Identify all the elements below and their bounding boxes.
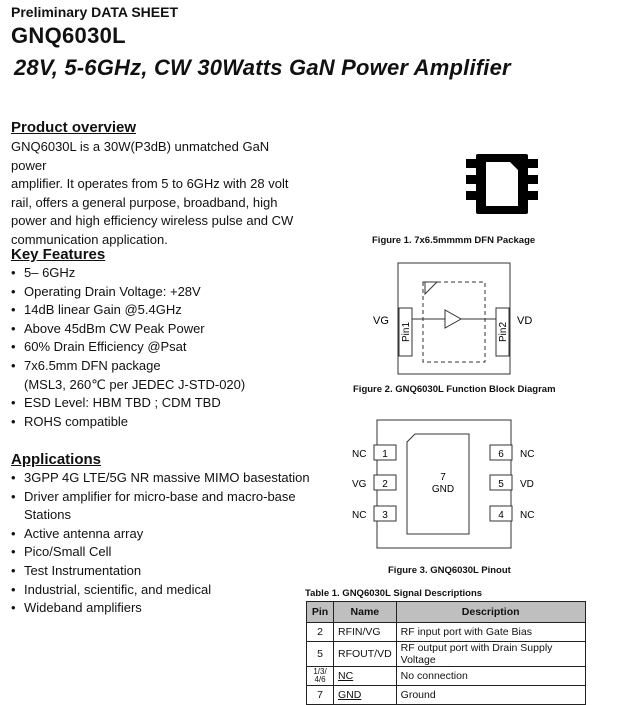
application-item-continuation: Stations (24, 507, 71, 523)
pin-label: VG (352, 479, 367, 490)
overview-paragraph (11, 138, 301, 249)
column-header: Name (334, 602, 397, 623)
features-heading: Key Features (11, 246, 106, 263)
overview-line: amplifier. It operates from 5 to 6GHz with 28 volt (11, 176, 289, 191)
pin-label: NC (520, 510, 535, 521)
table-row (307, 623, 586, 642)
feature-item: • 5– 6GHz (11, 264, 311, 283)
pin-cell: 7 (307, 686, 334, 705)
table-row (307, 642, 586, 667)
signal-description-table (306, 601, 586, 705)
figure2-caption: Figure 2. GNQ6030L Function Block Diagram (353, 384, 556, 395)
function-block-diagram (365, 262, 545, 376)
name-cell-text: NC (338, 670, 354, 682)
dfn-package-icon (462, 150, 542, 220)
overview-line: power and high efficiency wireless pulse and CW (11, 213, 294, 228)
part-number-title: GNQ6030L (11, 23, 126, 48)
pin-number: 4 (498, 510, 504, 521)
overview-heading: Product overview (11, 119, 137, 136)
description-cell: No connection (396, 667, 585, 686)
pin-number: 2 (382, 479, 388, 490)
table-row (307, 667, 586, 686)
pinout-diagram (345, 418, 545, 550)
pin-cell (307, 667, 334, 686)
pin-label: NC (520, 449, 535, 460)
preliminary-label: Preliminary DATA SHEET (11, 4, 179, 20)
table-header-row (307, 602, 586, 623)
feature-item: • 60% Drain Efficiency @Psat (11, 338, 311, 357)
name-cell (334, 667, 397, 686)
pin-number: 6 (498, 449, 504, 460)
name-cell: RFIN/VG (334, 623, 397, 642)
application-item: • 3GPP 4G LTE/5G NR massive MIMO basestation (11, 469, 311, 488)
pin-label: NC (352, 449, 367, 460)
applications-list (11, 469, 311, 618)
product-subtitle: 28V, 5-6GHz, CW 30Watts GaN Power Amplifier (14, 55, 511, 80)
column-header: Pin (307, 602, 334, 623)
pin-cell: 5 (307, 642, 334, 667)
applications-heading: Applications (11, 451, 102, 468)
name-cell: RFOUT/VD (334, 642, 397, 667)
feature-item: • Above 45dBm CW Peak Power (11, 320, 311, 339)
figure3-caption: Figure 3. GNQ6030L Pinout (388, 565, 511, 576)
pin-number: 5 (498, 479, 504, 490)
description-cell: RF output port with Drain Supply Voltage (396, 642, 585, 667)
overview-line: GNQ6030L is a 30W(P3dB) unmatched GaN power (11, 139, 270, 173)
feature-item: • 7x6.5mm DFN package (11, 357, 311, 376)
feature-item-continuation: (MSL3, 260℃ per JEDEC J-STD-020) (24, 376, 246, 392)
pin-label: NC (352, 510, 367, 521)
ground-pin-label: GND (431, 484, 455, 495)
vd-label: VD (517, 315, 533, 327)
description-cell: RF input port with Gate Bias (396, 623, 585, 642)
feature-item: • 14dB linear Gain @5.4GHz (11, 301, 311, 320)
overview-line: communication application. (11, 231, 168, 247)
figure1-caption: Figure 1. 7x6.5mmmm DFN Package (372, 235, 536, 246)
application-item: • Wideband amplifiers (11, 599, 311, 618)
name-cell-text: GND (338, 689, 362, 701)
pin-label: VD (520, 479, 534, 490)
application-item: • Driver amplifier for micro-base and macro-base (11, 488, 311, 507)
vg-label: VG (373, 315, 389, 327)
application-item: • Active antenna array (11, 525, 311, 544)
feature-item: • ROHS compatible (11, 413, 311, 432)
pin-number: 1 (382, 449, 388, 460)
pin2-label: Pin2 (498, 321, 509, 343)
ground-pin-number: 7 (440, 472, 446, 483)
pin1-label: Pin1 (401, 321, 412, 343)
column-header: Description (396, 602, 585, 623)
overview-line: rail, offers a general purpose, broadband, high (11, 194, 278, 210)
pin-cell: 2 (307, 623, 334, 642)
feature-item: • Operating Drain Voltage: +28V (11, 283, 311, 302)
features-list (11, 264, 311, 431)
application-item: • Industrial, scientific, and medical (11, 581, 311, 600)
pin-cell-text: 1/3/ 4/6 (313, 666, 327, 684)
table1-caption: Table 1. GNQ6030L Signal Descriptions (305, 588, 483, 599)
application-item: • Pico/Small Cell (11, 543, 311, 562)
pin-number: 3 (382, 510, 388, 521)
feature-item: • ESD Level: HBM TBD ; CDM TBD (11, 394, 311, 413)
application-item: • Test Instrumentation (11, 562, 311, 581)
description-cell: Ground (396, 686, 585, 705)
